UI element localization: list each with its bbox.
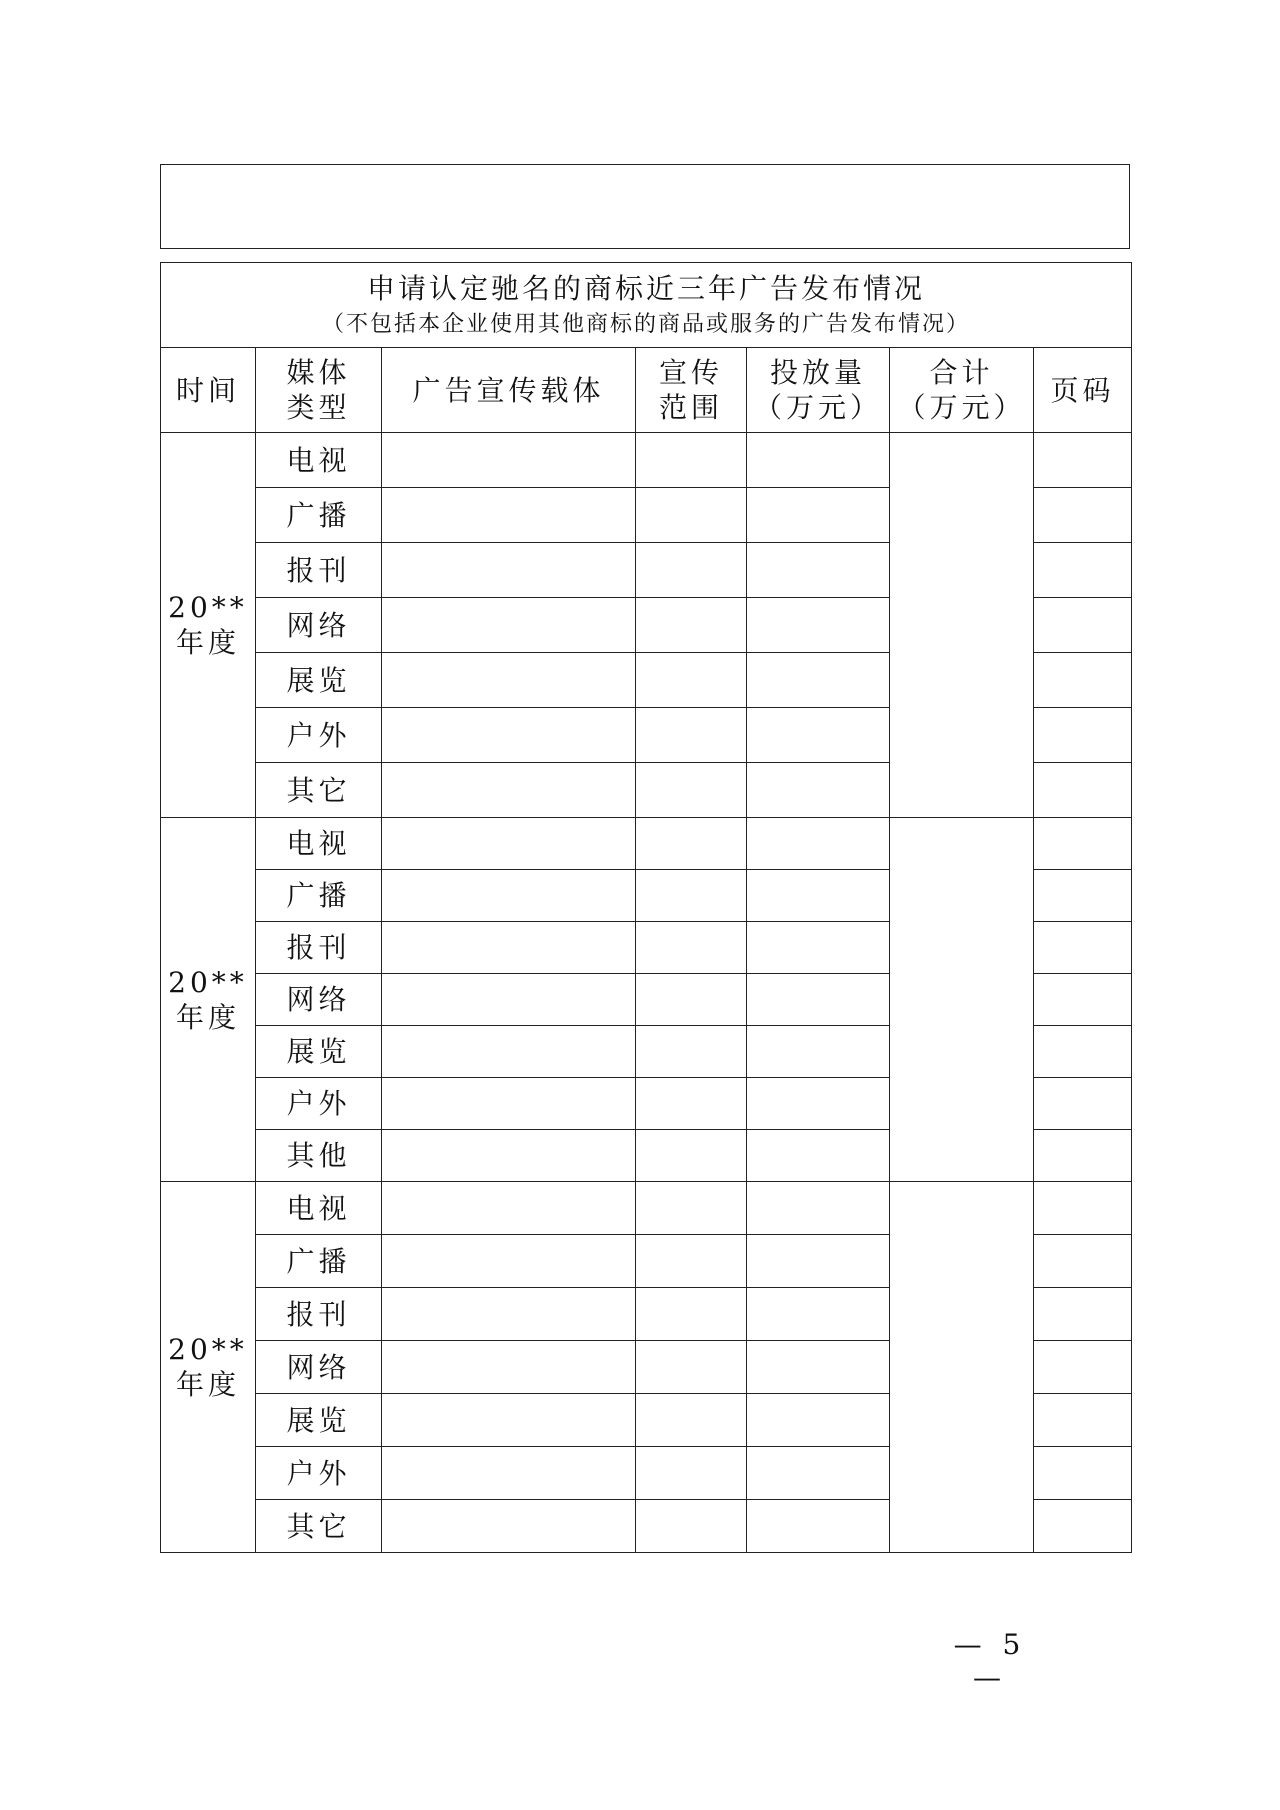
page-cell[interactable] [1034,922,1132,974]
media-type-cell: 户外 [256,1447,382,1500]
year-label: 20** [168,965,248,999]
page-cell[interactable] [1034,1235,1132,1288]
scope-cell[interactable] [636,974,747,1026]
scope-cell[interactable] [636,1500,747,1553]
media-type-cell: 网络 [256,974,382,1026]
media-type-cell: 报刊 [256,922,382,974]
scope-cell[interactable] [636,708,747,763]
amount-cell[interactable] [747,1078,890,1130]
header-row [161,348,1132,433]
media-type-cell: 广播 [256,1235,382,1288]
carrier-cell[interactable] [382,433,636,488]
header-scope: 宣传 范围 [636,348,747,433]
media-type-cell: 户外 [256,708,382,763]
media-type-cell: 网络 [256,598,382,653]
year-label: 20** [168,591,248,624]
page-cell[interactable] [1034,708,1132,763]
year-cell [161,433,256,818]
header-page: 页码 [1034,348,1132,433]
page-cell[interactable] [1034,974,1132,1026]
scope-cell[interactable] [636,598,747,653]
amount-cell[interactable] [747,433,890,488]
media-type-cell: 电视 [256,433,382,488]
scope-cell[interactable] [636,1447,747,1500]
amount-cell[interactable] [747,1026,890,1078]
amount-cell[interactable] [747,1341,890,1394]
year-cell [161,1182,256,1553]
carrier-cell[interactable] [382,922,636,974]
scope-cell[interactable] [636,1130,747,1182]
page-cell[interactable] [1034,1500,1132,1553]
table-title-cell [161,263,1132,348]
scope-cell[interactable] [636,1235,747,1288]
media-type-cell: 其它 [256,1500,382,1553]
year-suffix: 年度 [175,1368,240,1401]
scope-cell[interactable] [636,488,747,543]
page-cell[interactable] [1034,488,1132,543]
header-carrier: 广告宣传载体 [382,348,636,433]
table-subtitle: （不包括本企业使用其他商标的商品或服务的广告发布情况） [322,312,971,337]
amount-cell[interactable] [747,922,890,974]
carrier-cell[interactable] [382,488,636,543]
page-number: — 5 — [953,1628,1027,1694]
media-type-cell: 电视 [256,818,382,870]
header-total: 合计 （万元） [890,348,1034,433]
page-cell[interactable] [1034,1026,1132,1078]
amount-cell[interactable] [747,1500,890,1553]
table-row [161,818,1132,870]
page-cell[interactable] [1034,818,1132,870]
year-suffix: 年度 [175,1000,240,1034]
scope-cell[interactable] [636,763,747,818]
scope-cell[interactable] [636,922,747,974]
year-cell [161,818,256,1182]
amount-cell[interactable] [747,708,890,763]
carrier-cell[interactable] [382,870,636,922]
page-cell[interactable] [1034,598,1132,653]
media-type-cell: 电视 [256,1182,382,1235]
amount-cell[interactable] [747,763,890,818]
scope-cell[interactable] [636,543,747,598]
amount-cell[interactable] [747,974,890,1026]
page-cell[interactable] [1034,1341,1132,1394]
carrier-cell[interactable] [382,598,636,653]
blank-box [160,164,1130,249]
scope-cell[interactable] [636,870,747,922]
media-type-cell: 广播 [256,488,382,543]
amount-cell[interactable] [747,488,890,543]
total-cell[interactable] [890,433,1034,818]
carrier-cell[interactable] [382,1447,636,1500]
media-type-cell: 展览 [256,1026,382,1078]
amount-cell[interactable] [747,1130,890,1182]
amount-cell[interactable] [747,1235,890,1288]
page-cell[interactable] [1034,1288,1132,1341]
amount-cell[interactable] [747,598,890,653]
media-type-cell: 展览 [256,653,382,708]
page-cell[interactable] [1034,653,1132,708]
carrier-cell[interactable] [382,818,636,870]
carrier-cell[interactable] [382,1288,636,1341]
media-type-cell: 网络 [256,1341,382,1394]
year-suffix: 年度 [175,626,240,659]
page-cell[interactable] [1034,870,1132,922]
amount-cell[interactable] [747,653,890,708]
scope-cell[interactable] [636,1026,747,1078]
page-cell[interactable] [1034,1130,1132,1182]
scope-cell[interactable] [636,818,747,870]
carrier-cell[interactable] [382,763,636,818]
amount-cell[interactable] [747,1394,890,1447]
carrier-cell[interactable] [382,1130,636,1182]
table-title: 申请认定驰名的商标近三年广告发布情况 [367,272,926,305]
carrier-cell[interactable] [382,1394,636,1447]
amount-cell[interactable] [747,1288,890,1341]
table-row [161,1182,1132,1235]
carrier-cell[interactable] [382,708,636,763]
table-row [161,433,1132,488]
page-cell[interactable] [1034,543,1132,598]
amount-cell[interactable] [747,1447,890,1500]
page-cell[interactable] [1034,1447,1132,1500]
media-type-cell: 户外 [256,1078,382,1130]
page-cell[interactable] [1034,1394,1132,1447]
scope-cell[interactable] [636,1288,747,1341]
carrier-cell[interactable] [382,653,636,708]
scope-cell[interactable] [636,1394,747,1447]
carrier-cell[interactable] [382,1235,636,1288]
year-label: 20** [168,1333,248,1366]
total-cell[interactable] [890,818,1034,1182]
carrier-cell[interactable] [382,1500,636,1553]
total-cell[interactable] [890,1182,1034,1553]
amount-cell[interactable] [747,1182,890,1235]
amount-cell[interactable] [747,870,890,922]
media-type-cell: 展览 [256,1394,382,1447]
media-type-cell: 报刊 [256,543,382,598]
media-type-cell: 报刊 [256,1288,382,1341]
carrier-cell[interactable] [382,1078,636,1130]
header-media-type: 媒体 类型 [256,348,382,433]
advertising-table [160,262,1132,1553]
header-time: 时间 [161,348,256,433]
scope-cell[interactable] [636,1182,747,1235]
media-type-cell: 其它 [256,763,382,818]
carrier-cell[interactable] [382,543,636,598]
page-cell[interactable] [1034,1078,1132,1130]
page-cell[interactable] [1034,433,1132,488]
header-amount: 投放量 （万元） [747,348,890,433]
carrier-cell[interactable] [382,1026,636,1078]
amount-cell[interactable] [747,818,890,870]
carrier-cell[interactable] [382,974,636,1026]
media-type-cell: 广播 [256,870,382,922]
page-cell[interactable] [1034,1182,1132,1235]
carrier-cell[interactable] [382,1341,636,1394]
scope-cell[interactable] [636,433,747,488]
media-type-cell: 其他 [256,1130,382,1182]
page-cell[interactable] [1034,763,1132,818]
scope-cell[interactable] [636,653,747,708]
scope-cell[interactable] [636,1078,747,1130]
scope-cell[interactable] [636,1341,747,1394]
carrier-cell[interactable] [382,1182,636,1235]
amount-cell[interactable] [747,543,890,598]
